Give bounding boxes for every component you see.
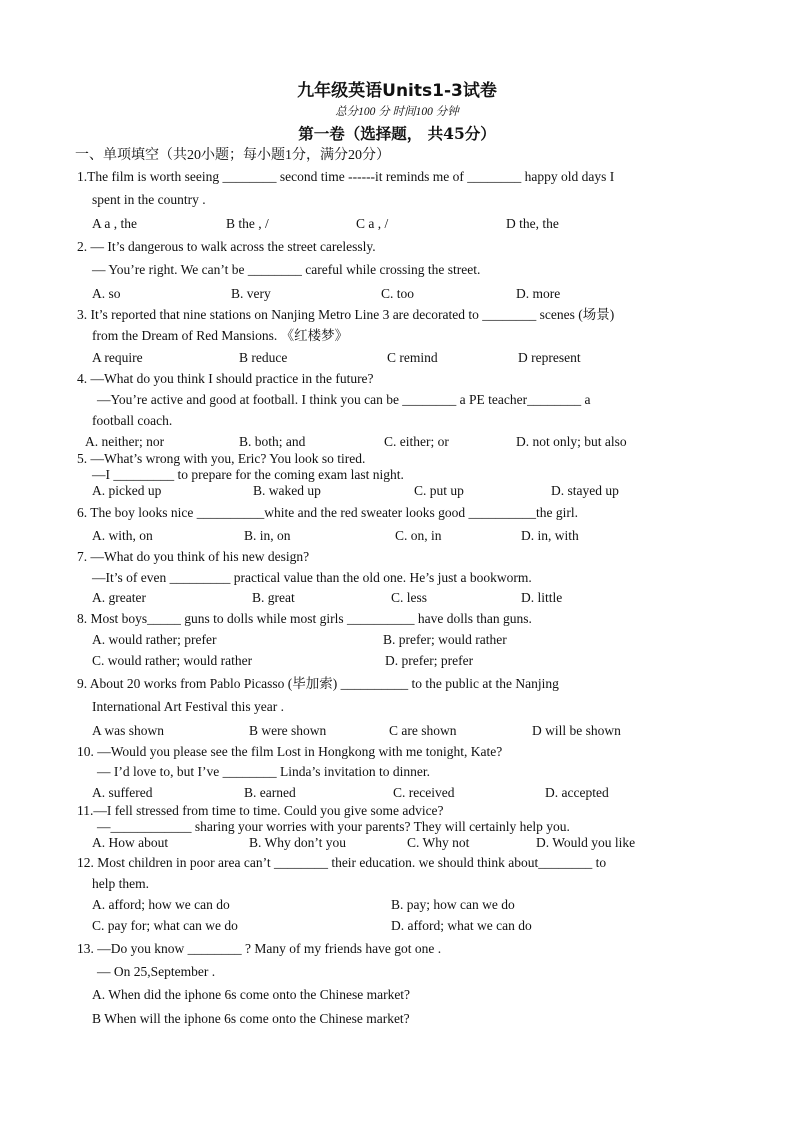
question-11-option-b: B. Why don’t you <box>249 835 347 850</box>
question-9-option-c: C are shown <box>389 723 457 738</box>
question-3-option-b: B reduce <box>239 350 288 365</box>
question-13-option-a: A. When did the iphone 6s come onto the Chinese market? <box>92 987 411 1002</box>
question-5-stem-cont: —I _________ to prepare for the coming exam last night. <box>92 467 404 482</box>
question-4-stem-cont2: football coach. <box>92 413 173 428</box>
question-10-option-b: B. earned <box>244 785 296 800</box>
question-7-option-a: A. greater <box>92 590 146 605</box>
question-10-option-a: A. suffered <box>92 785 153 800</box>
question-7-option-c: C. less <box>391 590 428 605</box>
question-2-option-c: C. too <box>381 286 415 301</box>
question-3-option-c: C remind <box>387 350 438 365</box>
question-12-stem: 12. Most children in poor area can’t ________ their education. we should think about________ to <box>77 855 607 870</box>
question-5-stem: 5. —What’s wrong with you, Eric? You look so tired. <box>77 451 366 466</box>
question-4-option-d: D. not only; but also <box>516 434 627 449</box>
question-2-option-d: D. more <box>516 286 561 301</box>
question-1-option-c: C a , / <box>356 216 389 231</box>
question-5-option-d: D. stayed up <box>551 483 619 498</box>
question-4-stem-cont: —You’re active and good at football. I think you can be ________ a PE teacher________ a <box>97 392 591 407</box>
question-13-stem: 13. —Do you know ________ ? Many of my friends have got one . <box>77 941 442 956</box>
question-1-option-d: D the, the <box>506 216 559 231</box>
question-7-stem-cont: —It’s of even _________ practical value than the old one. He’s just a bookworm. <box>92 570 532 585</box>
question-4-option-c: C. either; or <box>384 434 449 449</box>
question-6-option-b: B. in, on <box>244 528 291 543</box>
exam-subtitle: 总分100 分 时间100 分钟 <box>335 106 459 118</box>
question-11-option-c: C. Why not <box>407 835 470 850</box>
question-10-stem: 10. —Would you please see the film Lost in Hongkong with me tonight, Kate? <box>77 744 503 759</box>
question-5-option-a: A. picked up <box>92 483 162 498</box>
question-6-stem: 6. The boy looks nice __________white and the red sweater looks good __________the girl. <box>77 505 579 520</box>
question-4-stem: 4. —What do you think I should practice in the future? <box>77 371 374 386</box>
question-3-stem: 3. It’s reported that nine stations on Nanjing Metro Line 3 are decorated to ________ scenes (场景) <box>77 307 615 322</box>
question-9-option-d: D will be shown <box>532 723 621 738</box>
question-8-option-c: C. would rather; would rather <box>92 653 253 668</box>
question-9-option-b: B were shown <box>249 723 327 738</box>
question-9-option-a: A was shown <box>92 723 165 738</box>
question-13-stem-cont: — On 25,September . <box>97 964 216 979</box>
question-8-option-b: B. prefer; would rather <box>383 632 507 647</box>
question-11-stem: 11.—I fell stressed from time to time. Could you give some advice? <box>77 803 444 818</box>
question-9-stem-cont: International Art Festival this year . <box>92 699 284 714</box>
question-10-stem-cont: — I’d love to, but I’ve ________ Linda’s invitation to dinner. <box>97 764 430 779</box>
question-12-option-d: D. afford; what we can do <box>391 918 532 933</box>
question-1-stem: 1.The film is worth seeing ________ second time ------it reminds me of ________ happy old days I <box>77 169 615 184</box>
question-8-option-a: A. would rather; prefer <box>92 632 217 647</box>
question-2-stem: 2. — It’s dangerous to walk across the street carelessly. <box>77 239 376 254</box>
part-heading: 第一卷（选择题， 共45分） <box>298 124 496 143</box>
question-11-option-d: D. Would you like <box>536 835 636 850</box>
question-3-stem-cont: from the Dream of Red Mansions. 《红楼梦》 <box>92 328 349 343</box>
question-4-option-a: A. neither; nor <box>85 434 165 449</box>
question-5-option-b: B. waked up <box>253 483 321 498</box>
question-2-option-a: A. so <box>92 286 121 301</box>
question-10-option-c: C. received <box>393 785 455 800</box>
question-12-option-c: C. pay for; what can we do <box>92 918 238 933</box>
question-3-option-d: D represent <box>518 350 581 365</box>
question-8-stem: 8. Most boys_____ guns to dolls while most girls __________ have dolls than guns. <box>77 611 532 626</box>
exam-title: 九年级英语Units1-3试卷 <box>297 81 497 101</box>
question-6-option-c: C. on, in <box>395 528 442 543</box>
question-4-option-b: B. both; and <box>239 434 306 449</box>
question-1-option-b: B the , / <box>226 216 269 231</box>
question-7-option-d: D. little <box>521 590 563 605</box>
question-5-option-c: C. put up <box>414 483 464 498</box>
question-2-option-b: B. very <box>231 286 271 301</box>
question-6-option-a: A. with, on <box>92 528 153 543</box>
question-9-stem: 9. About 20 works from Pablo Picasso (毕加索) __________ to the public at the Nanjing <box>77 676 559 691</box>
question-3-option-a: A require <box>92 350 143 365</box>
question-1-option-a: A a , the <box>92 216 137 231</box>
question-8-option-d: D. prefer; prefer <box>385 653 474 668</box>
question-12-option-a: A. afford; how we can do <box>92 897 230 912</box>
question-2-stem-cont: — You’re right. We can’t be ________ careful while crossing the street. <box>92 262 481 277</box>
section-heading: 一、单项填空（共20小题；每小题1分，满分20分） <box>75 148 390 163</box>
question-12-option-b: B. pay; how can we do <box>391 897 515 912</box>
question-12-stem-cont: help them. <box>92 876 149 891</box>
question-13-option-b: B When will the iphone 6s come onto the Chinese market? <box>92 1011 410 1026</box>
question-11-option-a: A. How about <box>92 835 169 850</box>
question-6-option-d: D. in, with <box>521 528 579 543</box>
question-7-option-b: B. great <box>252 590 295 605</box>
question-10-option-d: D. accepted <box>545 785 609 800</box>
question-1-stem-cont: spent in the country . <box>92 192 206 207</box>
question-7-stem: 7. —What do you think of his new design? <box>77 549 310 564</box>
question-11-stem-cont: —____________ sharing your worries with your parents? They will certainly help you. <box>97 819 570 834</box>
